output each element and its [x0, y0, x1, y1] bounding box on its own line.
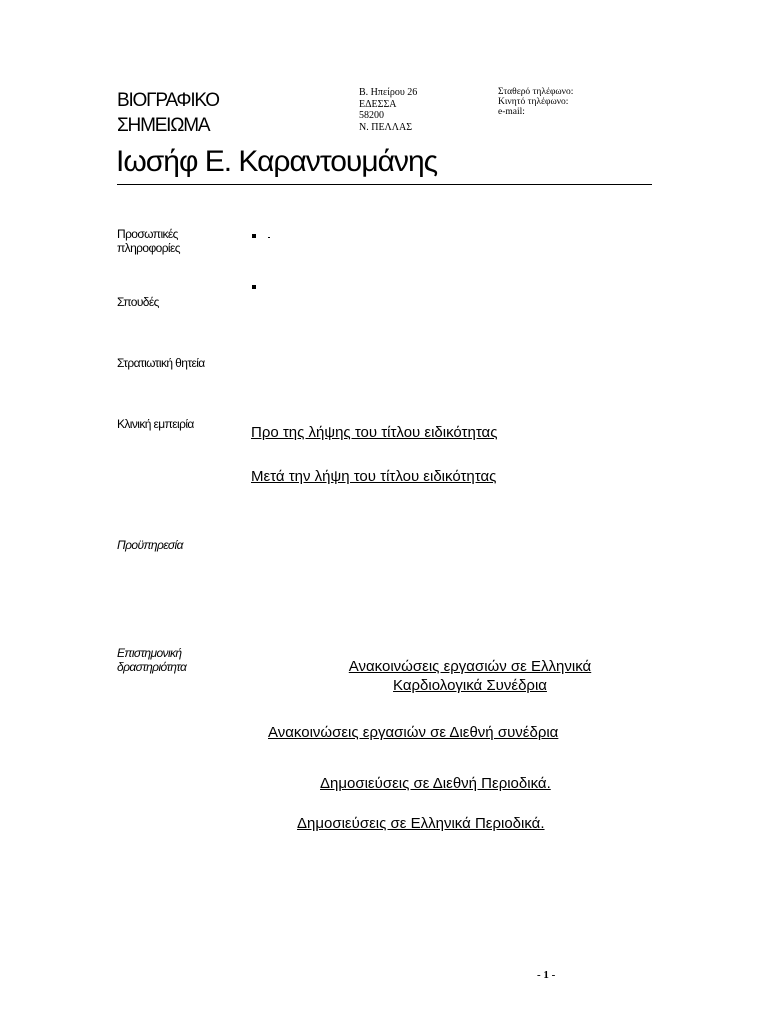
section-label-personal-info-line1: Προσωπικές	[117, 227, 178, 241]
section-label-personal-info	[117, 227, 247, 255]
bullet-personal-info	[252, 234, 256, 238]
document-title-line1: ΒΙΟΓΡΑΦΙΚΟ	[117, 90, 219, 111]
heading-greek-congresses-line2: Καρδιολογικά Συνέδρια	[393, 677, 547, 694]
section-label-previous-service: Προϋπηρεσία	[117, 538, 183, 552]
address-prefecture: Ν. ΠΕΛΛΑΣ	[359, 121, 413, 133]
document-title-line2: ΣΗΜΕΙΩΜΑ	[117, 115, 210, 136]
heading-before-specialty: Προ της λήψης του τίτλου ειδικότητας	[251, 424, 498, 441]
section-label-scientific-activity-line1: Επιστημονική	[117, 646, 182, 660]
page-number: - 1 -	[537, 969, 556, 981]
header-divider	[117, 184, 652, 185]
heading-greek-congresses-line1: Ανακοινώσεις εργασιών σε Ελληνικά	[348, 658, 592, 675]
section-label-scientific-activity	[117, 646, 247, 674]
bullet-studies	[252, 285, 256, 289]
mobile-label: Κινητό τηλέφωνο:	[498, 97, 569, 107]
address-city: ΕΔΕΣΣΑ	[359, 98, 397, 110]
person-name: Ιωσήφ Ε. Καραντουμάνης	[116, 145, 438, 178]
section-label-personal-info-line2: πληροφορίες	[117, 241, 180, 255]
address-block	[359, 87, 417, 133]
section-label-clinical-experience: Κλινική εμπειρία	[117, 417, 194, 431]
address-postal-code: 58200	[359, 110, 384, 121]
section-label-scientific-activity-line2: δραστηριότητα	[117, 660, 187, 674]
address-street: Β. Ηπείρου 26	[359, 87, 418, 98]
document-title	[117, 88, 219, 138]
section-label-studies: Σπουδές	[117, 295, 159, 309]
personal-info-placeholder-mark	[268, 237, 270, 238]
heading-international-congresses: Ανακοινώσεις εργασιών σε Διεθνή συνέδρια	[268, 724, 559, 741]
email-label: e-mail:	[498, 107, 525, 117]
heading-international-journals: Δημοσιεύσεις σε Διεθνή Περιοδικά.	[320, 775, 551, 792]
heading-greek-journals: Δημοσιεύσεις σε Ελληνικά Περιοδικά.	[297, 815, 545, 832]
heading-after-specialty: Μετά την λήψη του τίτλου ειδικότητας	[251, 468, 497, 485]
landline-label: Σταθερό τηλέφωνο:	[498, 87, 574, 97]
heading-greek-congresses	[280, 657, 660, 695]
contact-block	[498, 87, 573, 117]
section-label-military-service: Στρατιωτική θητεία	[117, 356, 205, 370]
